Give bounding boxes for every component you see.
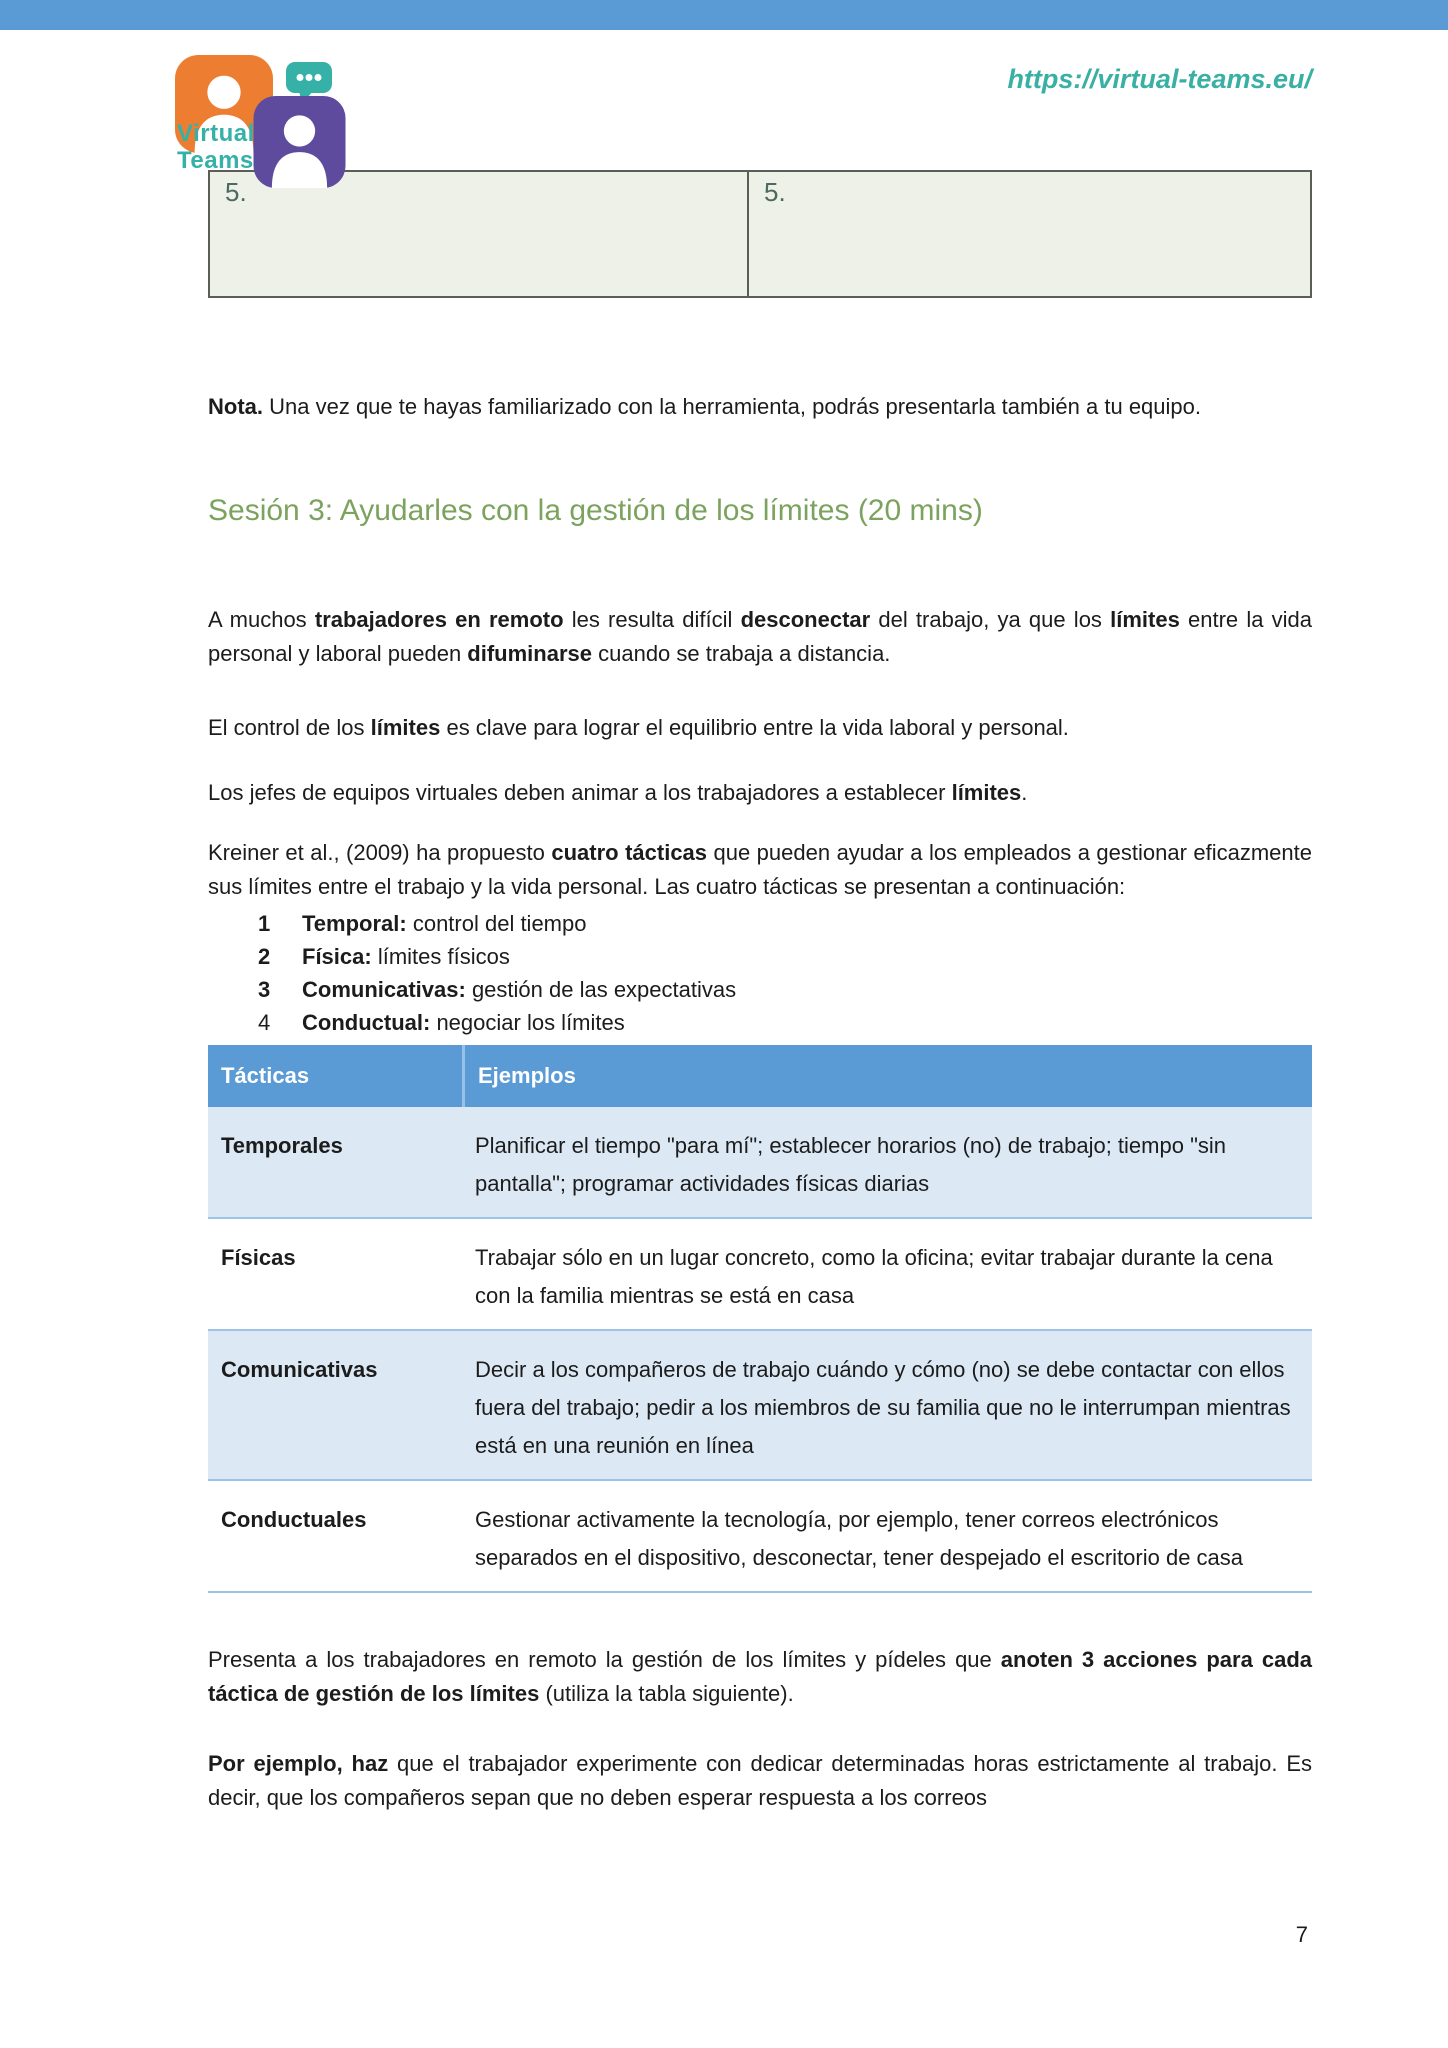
- section-title: Sesión 3: Ayudarles con la gestión de los límites (20 mins): [208, 494, 983, 527]
- list-label: Física:: [302, 944, 372, 969]
- table-row: [208, 1481, 1312, 1593]
- table-cell-example: Decir a los compañeros de trabajo cuándo y cómo (no) se debe contactar con ellos fuera del trabajo; pedir a los miembros de su familia que no le interrumpan mientras está en una reunión en línea: [475, 1357, 1291, 1458]
- purple-person-icon: [251, 96, 348, 188]
- answer-box-right[interactable]: 5.: [747, 172, 1310, 296]
- table-cell-example: Planificar el tiempo "para mí"; establecer horarios (no) de trabajo; tiempo "sin pantalla"; programar actividades físicas diarias: [475, 1133, 1226, 1196]
- list-text: control del tiempo: [406, 911, 587, 936]
- table-cell-tactic: Temporales: [221, 1133, 343, 1158]
- list-item: [208, 973, 1312, 1006]
- list-text: gestión de las expectativas: [465, 977, 737, 1002]
- list-number: 2: [258, 944, 271, 969]
- site-url-link[interactable]: https://virtual-teams.eu/: [1007, 64, 1312, 94]
- table-cell-tactic: Comunicativas: [221, 1357, 378, 1382]
- column-header-tacticas: Tácticas: [221, 1063, 310, 1088]
- page-number: 7: [1295, 1922, 1308, 1947]
- table-cell-example: Gestionar activamente la tecnología, por ejemplo, tener correos electrónicos separados en el dispositivo, desconectar, tener despejado el escritorio de casa: [475, 1507, 1244, 1570]
- list-number: 1: [258, 911, 271, 936]
- list-text: negociar los límites: [430, 1010, 625, 1035]
- table-cell-example: Trabajar sólo en un lugar concreto, como la oficina; evitar trabajar durante la cena con la familia mientras se está en casa: [475, 1245, 1273, 1308]
- page-content: [208, 0, 1312, 1815]
- virtual-teams-logo: [0, 0, 380, 230]
- paragraph: El control de los límites es clave para lograr el equilibrio entre la vida laboral y personal.: [208, 715, 1069, 740]
- paragraph: Presenta a los trabajadores en remoto la gestión de los límites y pídeles que anoten 3 acciones para cada táctica de gestión de los límites (utiliza la tabla siguiente).: [208, 1647, 1313, 1706]
- list-label: Comunicativas:: [302, 977, 466, 1002]
- paragraph: A muchos trabajadores en remoto les resulta difícil desconectar del trabajo, ya que los límites entre la vida personal y laboral pueden difuminarse cuando se trabaja a distancia.: [208, 607, 1313, 666]
- list-number: 4: [258, 1010, 271, 1035]
- list-number: 3: [258, 977, 271, 1002]
- table-header-row: [208, 1045, 1312, 1107]
- list-item: [208, 907, 1312, 940]
- logo-wordmark: [177, 120, 255, 174]
- tactics-table: [208, 1045, 1312, 1593]
- table-row: [208, 1107, 1312, 1219]
- list-item: [208, 940, 1312, 973]
- list-item: [208, 1006, 1312, 1039]
- logo-line1: Virtual: [177, 120, 255, 147]
- table-cell-tactic: Físicas: [221, 1245, 296, 1270]
- paragraph: Los jefes de equipos virtuales deben animar a los trabajadores a establecer límites.: [208, 780, 1028, 805]
- column-header-ejemplos: Ejemplos: [462, 1045, 1312, 1107]
- list-label: Temporal:: [302, 911, 407, 936]
- tactics-list: [208, 907, 1312, 1039]
- paragraph: Por ejemplo, haz que el trabajador experimente con dedicar determinadas horas estrictamente al trabajo. Es decir, que los compañeros sepan que no deben esperar respuesta a los correos: [208, 1751, 1312, 1810]
- table-row: [208, 1331, 1312, 1481]
- list-text: límites físicos: [371, 944, 510, 969]
- answer-box-left[interactable]: 5.: [225, 177, 247, 207]
- list-label: Conductual:: [302, 1010, 431, 1035]
- table-cell-tactic: Conductuales: [221, 1507, 367, 1532]
- table-row: [208, 1219, 1312, 1331]
- note-paragraph: Nota. Una vez que te hayas familiarizado con la herramienta, podrás presentarla también a tu equipo.: [208, 394, 1201, 419]
- logo-line2: Teams: [177, 147, 254, 174]
- paragraph: Kreiner et al., (2009) ha propuesto cuatro tácticas que pueden ayudar a los empleados a gestionar eficazmente sus límites entre el trabajo y la vida personal. Las cuatro tácticas se presentan a continuación:: [208, 840, 1312, 899]
